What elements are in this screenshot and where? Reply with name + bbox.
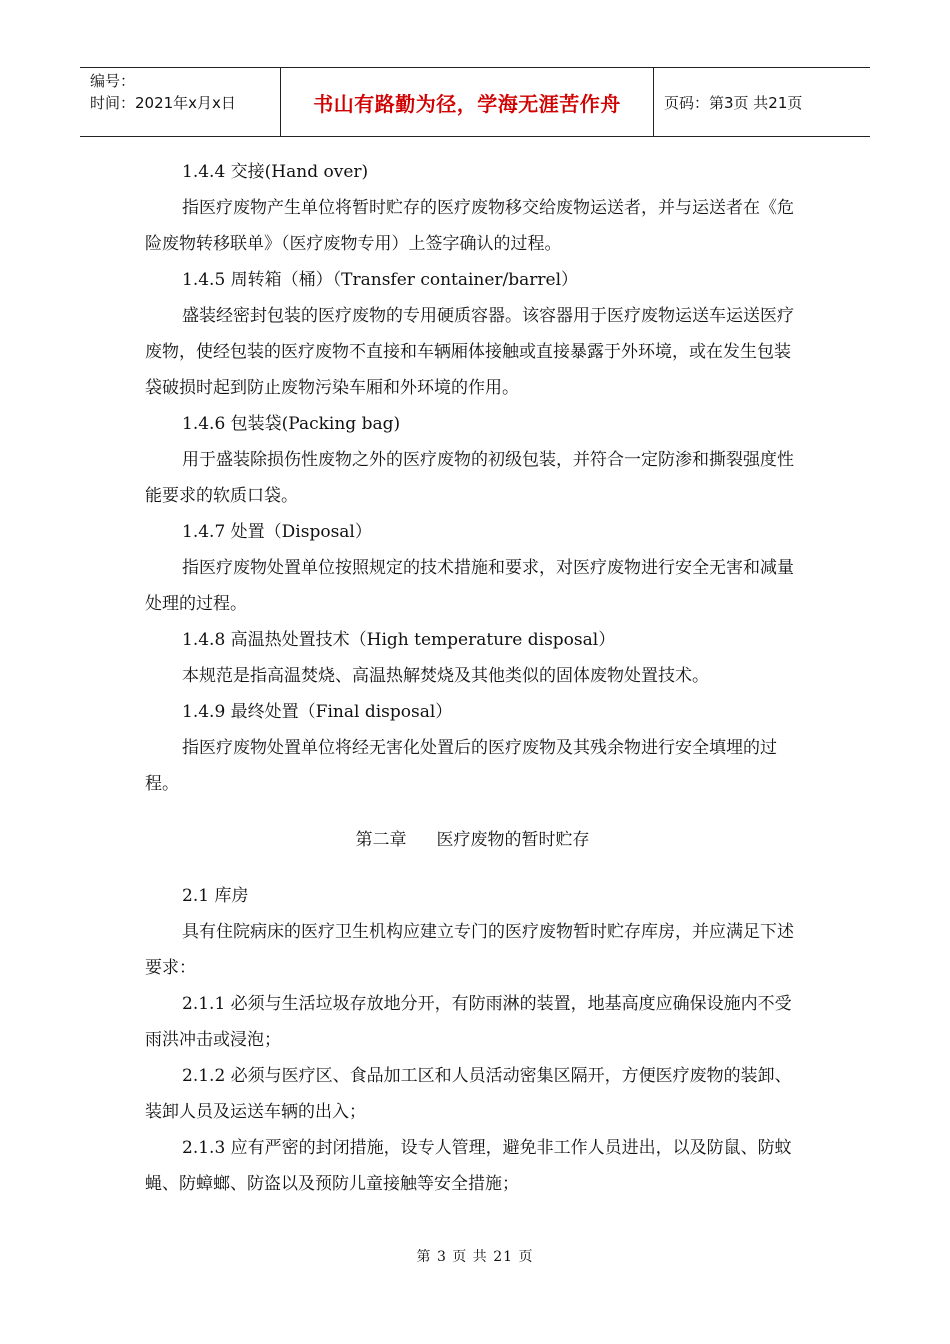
section-heading: 2.1 库房 <box>182 886 249 906</box>
paragraph: 指医疗废物产生单位将暂时贮存的医疗废物移交给废物运送者，并与运送者在《危险废物转移联单》（医疗废物专用）上签字确认的过程。 <box>145 198 794 254</box>
page-header <box>80 67 870 137</box>
header-motto: 书山有路勤为径，学海无涯苦作舟 <box>280 68 654 136</box>
paragraph: 2.1.2 必须与医疗区、食品加工区和人员活动密集区隔开，方便医疗废物的装卸、装卸人员及运送车辆的出入； <box>145 1066 792 1122</box>
paragraph: 用于盛装除损伤性废物之外的医疗废物的初级包装，并符合一定防渗和撕裂强度性能要求的软质口袋。 <box>145 450 794 506</box>
section-heading: 1.4.9 最终处置（Final disposal） <box>182 702 453 722</box>
paragraph: 具有住院病床的医疗卫生机构应建立专门的医疗废物暂时贮存库房，并应满足下述要求： <box>145 922 794 978</box>
document-date-label: 时间：2021年x月x日 <box>90 94 236 112</box>
paragraph: 盛装经密封包装的医疗废物的专用硬质容器。该容器用于医疗废物运送车运送医疗废物，使经包装的医疗废物不直接和车辆厢体接触或直接暴露于外环境，或在发生包装袋破损时起到防止废物污染车厢和外环境的作用。 <box>145 306 794 398</box>
chapter-name: 医疗废物的暂时贮存 <box>436 830 590 850</box>
section-heading: 1.4.5 周转箱（桶）（Transfer container/barrel） <box>182 270 579 290</box>
document-body <box>145 154 800 1202</box>
paragraph: 指医疗废物处置单位按照规定的技术措施和要求，对医疗废物进行安全无害和减量处理的过程。 <box>145 558 794 614</box>
section-heading: 1.4.4 交接(Hand over) <box>182 162 369 182</box>
section-heading: 1.4.6 包装袋(Packing bag) <box>182 414 401 434</box>
paragraph: 本规范是指高温焚烧、高温热解焚烧及其他类似的固体废物处置技术。 <box>182 666 709 686</box>
section-heading: 1.4.8 高温热处置技术（High temperature disposal） <box>182 630 616 650</box>
paragraph: 2.1.1 必须与生活垃圾存放地分开，有防雨淋的装置，地基高度应确保设施内不受雨洪冲击或浸泡； <box>145 994 792 1050</box>
page-footer: 第 3 页 共 21 页 <box>416 1249 534 1265</box>
chapter-number: 第二章 <box>355 830 407 850</box>
document-number-label: 编号： <box>90 72 136 90</box>
paragraph: 2.1.3 应有严密的封闭措施，设专人管理，避免非工作人员进出，以及防鼠、防蚊蝇、防蟑螂、防盗以及预防儿童接触等安全措施； <box>145 1138 792 1194</box>
chapter-title <box>145 822 800 858</box>
header-page-info: 页码：第3页 共21页 <box>664 93 803 112</box>
paragraph: 指医疗废物处置单位将经无害化处置后的医疗废物及其残余物进行安全填埋的过程。 <box>145 738 777 794</box>
header-meta <box>80 68 280 136</box>
section-heading: 1.4.7 处置（Disposal） <box>182 522 372 542</box>
